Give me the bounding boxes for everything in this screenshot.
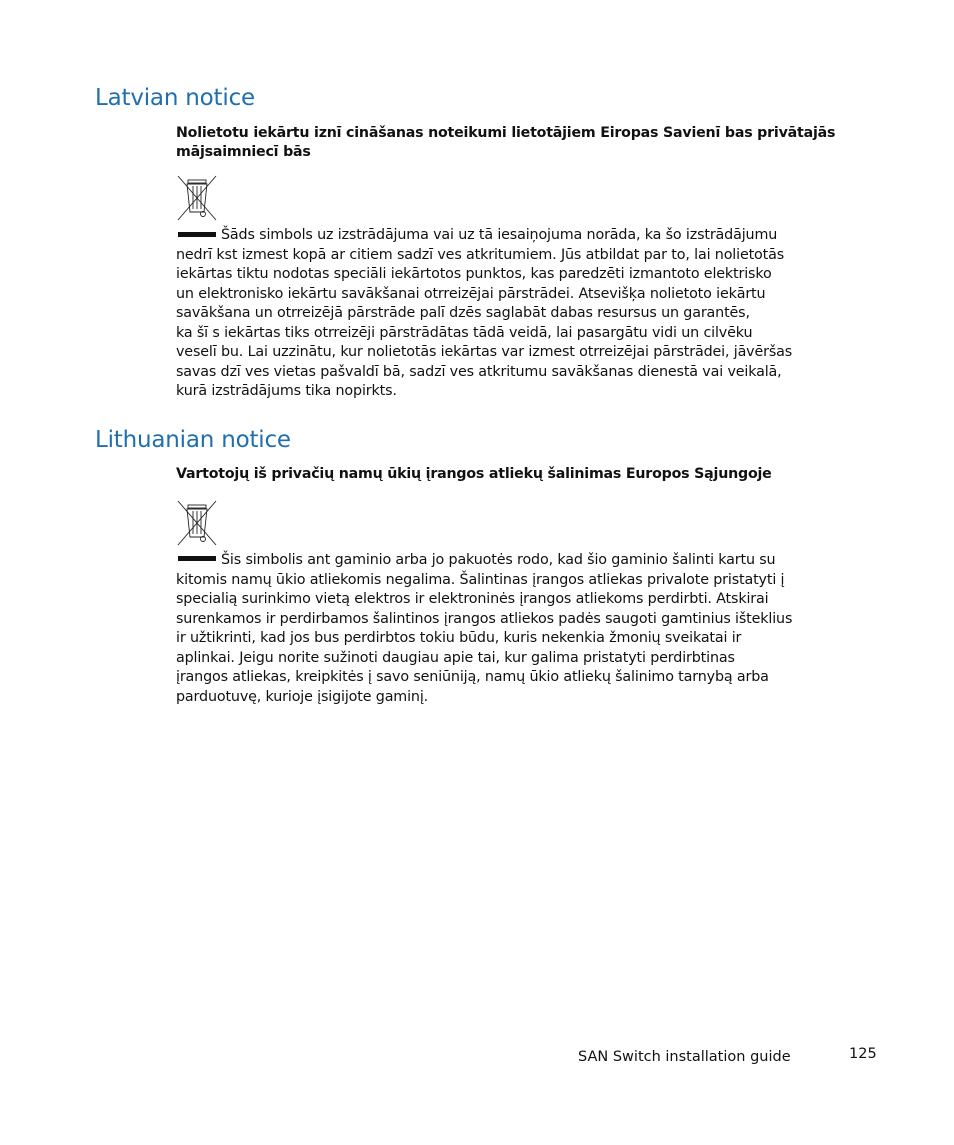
page-number: 125 — [849, 1046, 877, 1062]
latvian-notice-body: Šāds simbols uz izstrādājuma vai uz tā iesaiņojuma norāda, ka šo izstrādājumu nedrī kst izmest kopā ar citiem sadzī ves atkritumiem. Jūs atbildat par to, lai nolietotās iekārtas tiktu nodotas speciāli iekārtotos punktos, kas paredzēti izmantoto elektrisko un elektronisko iekārtu savākšanai otrreizējai pārstrādei. Atsevišķa nolietoto iekārtu savākšana un otrreizējā pārstrāde palī dzēs saglabāt dabas resursus un garantēs, ka šī s iekārtas tiks otrreizēji pārstrādātas tādā veidā, lai pasargātu vidi un cilvēku veselī bu. Lai uzzinātu, kur nolietotās iekārtas var izmest otrreizējai pārstrādei, jāvēršas savas dzī ves vietas pašvaldī bā, sadzī ves atkritumu savākšanas dienestā vai veikalā, kurā izstrādājums tika nopirkts. — [176, 227, 793, 399]
lithuanian-notice-title: Lithuanian notice — [95, 427, 291, 453]
footer-document-title: SAN Switch installation guide — [578, 1049, 791, 1065]
latvian-notice-subtitle: Nolietotu iekārtu iznī cināšanas noteikumi lietotājiem Eiropas Savienī bas privātajās mājsaimniecī bās — [176, 125, 836, 160]
lithuanian-notice-body: Šis simbolis ant gaminio arba jo pakuotės rodo, kad šio gaminio šalinti kartu su kitomis namų ūkio atliekomis negalima. Šalintinas įrangos atliekas privalote pristatyti į specialią surinkimo vietą elektros ir elektroninės įrangos atliekoms perdirbti. Atskirai surenkamos ir perdirbamos šalintinos įrangos atliekos padės saugoti gamtinius išteklius ir užtikrinti, kad jos bus perdirbtos tokiu būdu, kuris nekenkia žmonių sveikatai ir aplinkai. Jeigu norite sužinoti daugiau apie tai, kur galima pristatyti perdirbtinas įrangos atliekas, kreipkitės į savo seniūniją, namų ūkio atliekų šalinimo tarnybą arba parduotuvę, kurioje įsigijote gaminį. — [176, 552, 793, 705]
crossed-out-wheelie-bin-icon — [176, 174, 218, 222]
crossed-out-wheelie-bin-icon — [176, 499, 218, 547]
latvian-notice-title: Latvian notice — [95, 85, 255, 111]
lithuanian-notice-subtitle: Vartotojų iš privačių namų ūkių įrangos atliekų šalinimas Europos Sąjungoje — [176, 466, 772, 482]
